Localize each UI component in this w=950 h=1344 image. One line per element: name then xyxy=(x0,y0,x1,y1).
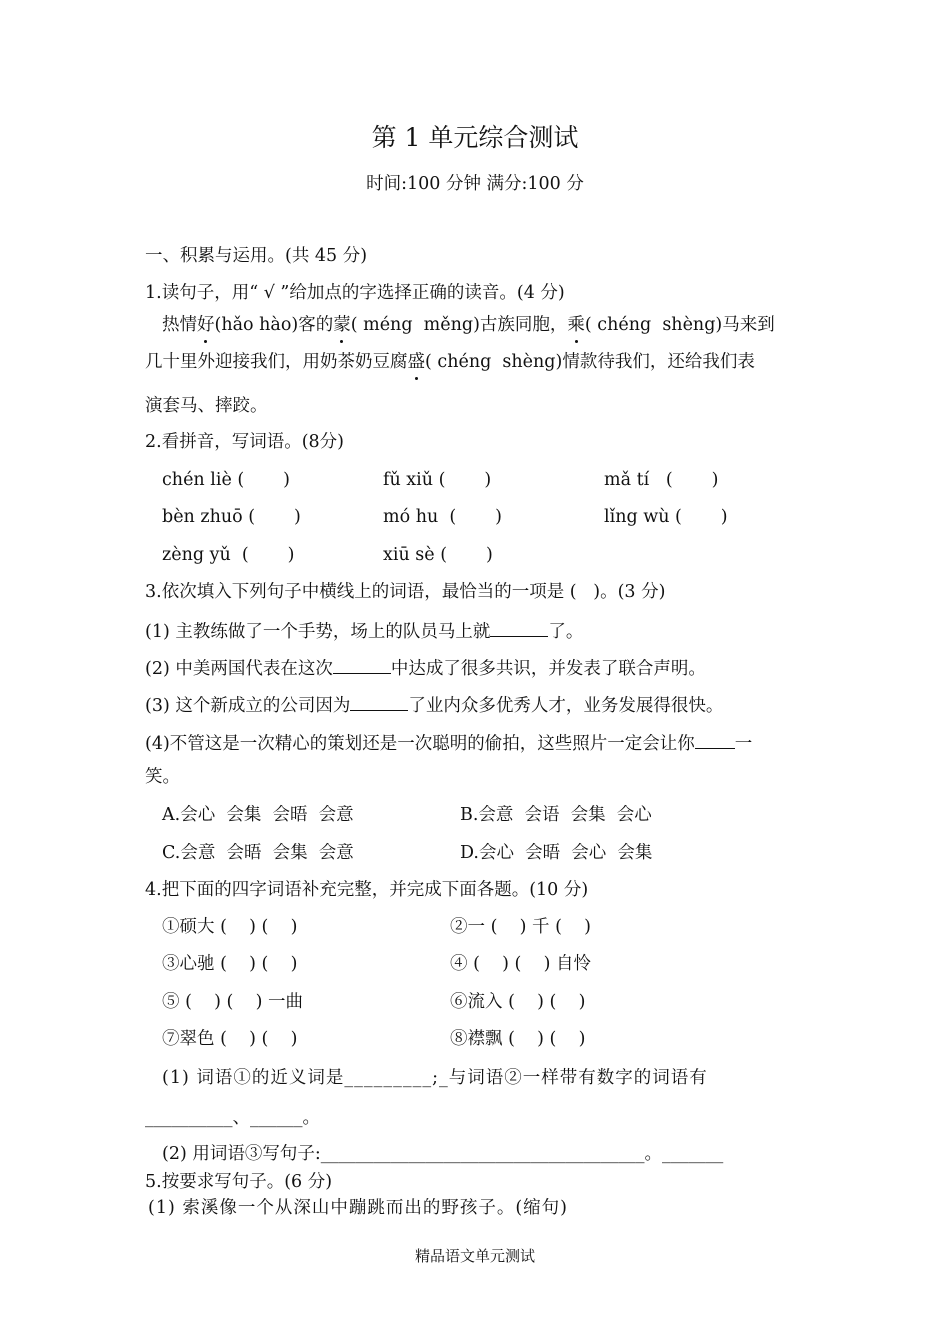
pinyin-item: xiū sè ( ) xyxy=(383,545,493,565)
text-span: (2) 中美两国代表在这次 xyxy=(145,659,333,679)
text-span: ( chéng shèng)马来到 xyxy=(584,315,775,335)
page-subtitle: 时间:100 分钟 满分:100 分 xyxy=(366,174,584,194)
text-span: (4)不管这是一次精心的策划还是一次聪明的偷拍，这些照片一定会让你 xyxy=(145,734,695,754)
text-span: (1) 主教练做了一个手势，场上的队员马上就 xyxy=(145,622,491,642)
dotted-char: 乘 xyxy=(567,315,585,335)
q1-heading: 1.读句子，用“ √ ”给加点的字选择正确的读音。(4 分) xyxy=(145,283,565,303)
pinyin-item: lǐng wù ( ) xyxy=(604,507,728,527)
idiom-item: ④ ( ) ( ) 自怜 xyxy=(450,954,591,974)
text-span: (hǎo hào)客的 xyxy=(214,315,334,335)
option-b: B.会意 会语 会集 会心 xyxy=(460,805,652,825)
q5-heading: 5.按要求写句子。(6 分) xyxy=(145,1172,333,1192)
q2-heading: 2.看拼音，写词语。(8分) xyxy=(145,432,344,452)
q4-subquestion-1: (1) 词语①的近义词是_________;_与词语②一样带有数字的词语有 xyxy=(162,1068,708,1088)
q3-sentence xyxy=(145,655,706,681)
text-span: (3) 这个新成立的公司因为 xyxy=(145,696,351,716)
idiom-item: ⑦翠色 ( ) ( ) xyxy=(162,1029,298,1049)
text-span: 几十里外迎接我们，用奶茶奶豆腐 xyxy=(145,352,408,372)
q1-sentence-line-3: 演套马、摔跤。 xyxy=(145,396,268,416)
idiom-item: ⑥流入 ( ) ( ) xyxy=(450,992,586,1012)
text-span: 一 xyxy=(734,734,753,754)
dotted-char: 蒙 xyxy=(333,315,351,335)
text-span: 了。 xyxy=(548,622,584,642)
q1-sentence-line-1 xyxy=(162,313,775,337)
section-heading: 一、积累与运用。(共 45 分) xyxy=(145,246,368,266)
q4-subquestion-1-continued: __________、______。 xyxy=(145,1108,320,1128)
q4-heading: 4.把下面的四字词语补充完整，并完成下面各题。(10 分) xyxy=(145,880,589,900)
fill-blank xyxy=(350,692,408,711)
dotted-char: 盛 xyxy=(407,352,425,372)
text-span: ( chéng shèng)情款待我们，还给我们表 xyxy=(425,352,755,372)
idiom-item: ⑤ ( ) ( ) 一曲 xyxy=(162,992,303,1012)
fill-blank xyxy=(490,618,548,637)
fill-blank xyxy=(695,730,735,749)
idiom-item: ⑧襟飘 ( ) ( ) xyxy=(450,1029,586,1049)
q3-heading: 3.依次填入下列句子中横线上的词语，最恰当的一项是 ( )。(3 分) xyxy=(145,582,666,602)
q3-sentence xyxy=(145,618,583,644)
idiom-item: ②一 ( ) 千 ( ) xyxy=(450,917,591,937)
fill-blank xyxy=(333,655,391,674)
text-span: 中达成了很多共识，并发表了联合声明。 xyxy=(390,659,706,679)
q3-sentence xyxy=(145,730,752,756)
q3-sentence xyxy=(145,692,723,718)
q5-subquestion-1: (1) 索溪像一个从深山中蹦跳而出的野孩子。(缩句) xyxy=(148,1198,569,1218)
q4-subquestion-2: (2) 用词语③写句子:_____________________________________。_______ xyxy=(162,1144,724,1164)
pinyin-item: chén liè ( ) xyxy=(162,470,290,490)
text-span: ( méng měng)古族同胞， xyxy=(350,315,568,335)
text-span: 了业内众多优秀人才，业务发展得很快。 xyxy=(408,696,724,716)
pinyin-item: mó hu ( ) xyxy=(383,507,502,527)
pinyin-item: zèng yǔ ( ) xyxy=(162,545,295,565)
pinyin-item: fǔ xiǔ ( ) xyxy=(383,470,492,490)
q1-sentence-line-2 xyxy=(145,350,755,374)
page-title: 第 1 单元综合测试 xyxy=(371,123,579,152)
dotted-char: 好 xyxy=(197,315,215,335)
pinyin-item: mǎ tí ( ) xyxy=(604,470,719,490)
option-d: D.会心 会晤 会心 会集 xyxy=(460,843,653,863)
pinyin-item: bèn zhuō ( ) xyxy=(162,507,301,527)
idiom-item: ③心驰 ( ) ( ) xyxy=(162,954,298,974)
option-c: C.会意 会晤 会集 会意 xyxy=(162,843,354,863)
q3-sentence-continued: 笑。 xyxy=(145,767,180,787)
option-a: A.会心 会集 会晤 会意 xyxy=(162,805,354,825)
text-span: 热情 xyxy=(162,315,197,335)
idiom-item: ①硕大 ( ) ( ) xyxy=(162,917,298,937)
page-footer: 精品语文单元测试 xyxy=(414,1247,535,1265)
